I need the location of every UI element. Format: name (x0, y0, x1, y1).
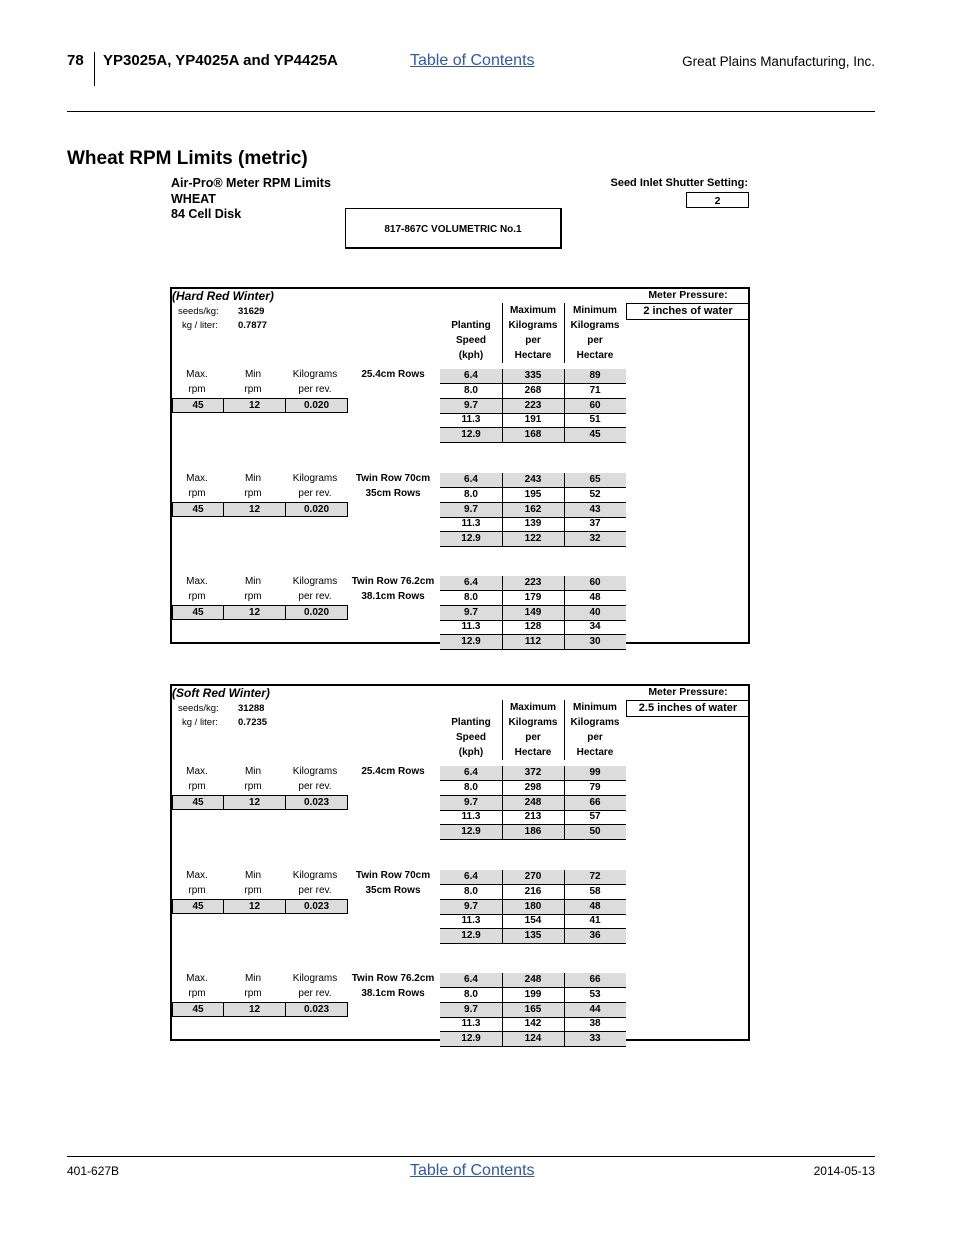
row-spacing-label: 35cm Rows (365, 488, 421, 499)
max-kg-header: Hectare (514, 350, 552, 361)
max-kg-cell: 179 (524, 591, 542, 603)
planting-speed-cell: 9.7 (440, 900, 502, 914)
planting-speed-cell: 8.0 (464, 885, 478, 897)
planting-speed-cell: 8.0 (464, 384, 478, 396)
row-spacing-label: 38.1cm Rows (361, 591, 425, 602)
min-kg-cell: 41 (589, 915, 601, 927)
max-rpm-header: rpm (188, 781, 206, 792)
max-kg-cell: 243 (502, 473, 564, 487)
planting-speed-cell: 6.4 (440, 870, 502, 884)
min-kg-header: Kilograms (570, 717, 620, 728)
planting-speed-cell: 6.4 (440, 576, 502, 590)
kg-rev-header: Kilograms (292, 766, 338, 777)
min-kg-cell: 65 (564, 473, 626, 487)
min-kg-cell: 66 (564, 973, 626, 987)
planting-speed-cell: 11.3 (461, 811, 481, 823)
max-kg-header: Kilograms (508, 717, 558, 728)
max-kg-header: Hectare (514, 747, 552, 758)
max-kg-cell: 122 (502, 532, 564, 546)
row-spacing-label: 25.4cm Rows (361, 766, 425, 777)
kg-rev-header: Kilograms (292, 973, 338, 984)
max-rpm-value: 45 (172, 502, 224, 517)
toc-link-top[interactable]: Table of Contents (410, 52, 535, 69)
max-rpm-header: Max. (186, 973, 208, 984)
footer-date: 2014-05-13 (813, 1164, 875, 1178)
min-kg-cell: 71 (589, 384, 601, 396)
pressure-value: 2.5 inches of water (626, 700, 750, 717)
row-rule (440, 546, 626, 547)
planting-speed-cell: 9.7 (440, 503, 502, 517)
pressure-value: 2 inches of water (626, 303, 750, 320)
col-divider (564, 576, 565, 650)
min-rpm-header: Min (244, 870, 262, 881)
planting-speed-cell: 12.9 (440, 929, 502, 943)
seeds-value: 31629 (238, 306, 265, 317)
max-kg-cell: 268 (524, 384, 542, 396)
max-rpm-value: 45 (172, 398, 224, 413)
col-divider (502, 369, 503, 443)
max-kg-cell: 191 (524, 414, 542, 426)
min-rpm-header: Min (244, 473, 262, 484)
max-kg-cell: 139 (524, 518, 542, 530)
model-title: YP3025A, YP4025A and YP4425A (103, 52, 338, 69)
min-kg-cell: 53 (589, 988, 601, 1000)
kg-rev-header: Kilograms (292, 870, 338, 881)
planting-speed-header: Speed (455, 335, 486, 346)
min-kg-cell: 99 (564, 766, 626, 780)
max-rpm-header: rpm (188, 384, 206, 395)
max-rpm-header: Max. (186, 576, 208, 587)
min-kg-cell: 36 (564, 929, 626, 943)
max-rpm-header: Max. (186, 870, 208, 881)
kg-rev-value: 0.020 (285, 502, 348, 517)
min-kg-header: per (587, 732, 603, 743)
min-kg-cell: 52 (589, 488, 601, 500)
max-kg-cell: 124 (502, 1032, 564, 1046)
max-kg-header: per (525, 732, 541, 743)
row-rule (440, 943, 626, 944)
min-kg-cell: 79 (589, 781, 601, 793)
max-rpm-header: rpm (188, 488, 206, 499)
max-kg-cell: 298 (524, 781, 542, 793)
planting-speed-cell: 11.3 (461, 1018, 481, 1030)
max-kg-cell: 162 (502, 503, 564, 517)
min-rpm-header: rpm (244, 384, 262, 395)
kg-rev-header: per rev. (298, 488, 332, 499)
col-divider (564, 303, 565, 363)
kg-rev-header: Kilograms (292, 576, 338, 587)
col-divider (502, 870, 503, 944)
min-kg-header: Kilograms (570, 320, 620, 331)
min-kg-cell: 40 (564, 606, 626, 620)
planting-speed-cell: 8.0 (464, 591, 478, 603)
max-rpm-value: 45 (172, 899, 224, 914)
min-kg-cell: 60 (564, 576, 626, 590)
planting-speed-cell: 8.0 (464, 488, 478, 500)
max-rpm-header: Max. (186, 766, 208, 777)
kg-rev-header: Kilograms (292, 473, 338, 484)
col-divider (564, 700, 565, 760)
meter-line-2: WHEAT (171, 192, 216, 206)
min-kg-cell: 89 (564, 369, 626, 383)
min-rpm-value: 12 (223, 398, 286, 413)
max-kg-cell: 372 (502, 766, 564, 780)
kg-rev-header: per rev. (298, 384, 332, 395)
max-kg-cell: 199 (524, 988, 542, 1000)
planting-speed-cell: 9.7 (440, 399, 502, 413)
planting-speed-cell: 11.3 (461, 414, 481, 426)
planting-speed-cell: 12.9 (440, 428, 502, 442)
row-spacing-label: Twin Row 70cm (355, 870, 431, 881)
min-rpm-value: 12 (223, 605, 286, 620)
max-kg-cell: 195 (524, 488, 542, 500)
max-kg-header: Maximum (509, 305, 557, 316)
row-rule (440, 442, 626, 443)
row-spacing-label: 25.4cm Rows (361, 369, 425, 380)
planting-speed-cell: 11.3 (461, 518, 481, 530)
max-rpm-header: rpm (188, 885, 206, 896)
min-kg-cell: 57 (589, 811, 601, 823)
shutter-value: 2 (686, 192, 749, 208)
toc-link-bottom[interactable]: Table of Contents (410, 1162, 535, 1179)
min-kg-cell: 43 (564, 503, 626, 517)
kg-rev-header: Kilograms (292, 369, 338, 380)
max-kg-cell: 223 (502, 576, 564, 590)
planting-speed-header: (kph) (458, 747, 484, 758)
planting-speed-cell: 12.9 (440, 1032, 502, 1046)
col-divider (502, 766, 503, 840)
max-kg-header: per (525, 335, 541, 346)
max-rpm-value: 45 (172, 605, 224, 620)
planting-speed-cell: 6.4 (440, 766, 502, 780)
max-kg-cell: 335 (502, 369, 564, 383)
header-divider (94, 52, 95, 86)
col-divider (502, 303, 503, 363)
min-kg-cell: 30 (564, 635, 626, 649)
min-kg-header: Minimum (573, 702, 617, 713)
planting-speed-cell: 6.4 (440, 369, 502, 383)
col-divider (564, 973, 565, 1047)
hard-red-winter-panel (170, 287, 750, 648)
page-title: Wheat RPM Limits (metric) (67, 148, 308, 169)
max-rpm-value: 45 (172, 795, 224, 810)
page-number: 78 (67, 52, 84, 69)
col-divider (502, 700, 503, 760)
seeds-label: seeds/kg: (178, 703, 219, 714)
row-rule (440, 649, 626, 650)
max-kg-cell: 248 (502, 973, 564, 987)
soft-red-winter-panel (170, 684, 750, 1045)
pressure-label: Meter Pressure: (648, 289, 728, 301)
min-kg-cell: 51 (589, 414, 601, 426)
row-rule (440, 839, 626, 840)
planting-speed-cell: 6.4 (440, 973, 502, 987)
min-rpm-header: rpm (244, 988, 262, 999)
max-kg-cell: 135 (502, 929, 564, 943)
min-kg-cell: 32 (564, 532, 626, 546)
col-divider (502, 576, 503, 650)
meter-line-3: 84 Cell Disk (171, 207, 242, 221)
planting-speed-cell: 8.0 (464, 781, 478, 793)
min-kg-header: per (587, 335, 603, 346)
planting-speed-cell: 6.4 (440, 473, 502, 487)
planting-speed-cell: 9.7 (440, 606, 502, 620)
kg-liter-label: kg / liter: (182, 717, 218, 728)
max-rpm-header: Max. (186, 369, 208, 380)
max-kg-cell: 128 (524, 621, 542, 633)
kg-liter-label: kg / liter: (182, 320, 218, 331)
min-rpm-header: Min (244, 576, 262, 587)
min-kg-cell: 48 (589, 591, 601, 603)
col-divider (564, 870, 565, 944)
col-divider (502, 473, 503, 547)
seeds-label: seeds/kg: (178, 306, 219, 317)
meter-line-1: Air-Pro® Meter RPM Limits (171, 176, 331, 190)
min-rpm-header: Min (244, 369, 262, 380)
planting-speed-header: Speed (455, 732, 486, 743)
kg-rev-header: per rev. (298, 781, 332, 792)
min-kg-cell: 37 (589, 518, 601, 530)
row-spacing-label: Twin Row 76.2cm (351, 973, 435, 984)
max-kg-cell: 112 (502, 635, 564, 649)
planting-speed-cell: 9.7 (440, 1003, 502, 1017)
planting-speed-cell: 12.9 (440, 635, 502, 649)
kg-rev-value: 0.023 (285, 899, 348, 914)
variety-label: (Soft Red Winter) (172, 686, 270, 700)
planting-speed-cell: 11.3 (461, 621, 481, 633)
min-kg-cell: 45 (564, 428, 626, 442)
kg-rev-value: 0.020 (285, 605, 348, 620)
min-kg-cell: 34 (589, 621, 601, 633)
row-spacing-label: 38.1cm Rows (361, 988, 425, 999)
planting-speed-cell: 11.3 (461, 915, 481, 927)
min-rpm-header: rpm (244, 781, 262, 792)
variety-label: (Hard Red Winter) (172, 289, 274, 303)
kg-liter-value: 0.7235 (238, 717, 268, 728)
kg-rev-value: 0.020 (285, 398, 348, 413)
min-kg-cell: 48 (564, 900, 626, 914)
min-kg-cell: 72 (564, 870, 626, 884)
min-kg-cell: 50 (564, 825, 626, 839)
col-divider (564, 766, 565, 840)
max-kg-cell: 223 (502, 399, 564, 413)
col-divider (564, 473, 565, 547)
row-spacing-label: Twin Row 76.2cm (351, 576, 435, 587)
min-kg-header: Minimum (573, 305, 617, 316)
min-rpm-value: 12 (223, 1002, 286, 1017)
min-kg-cell: 38 (589, 1018, 601, 1030)
min-kg-cell: 60 (564, 399, 626, 413)
kg-liter-value: 0.7877 (238, 320, 268, 331)
footer-rule (67, 1156, 875, 1157)
row-spacing-label: 35cm Rows (365, 885, 421, 896)
max-kg-header: Maximum (509, 702, 557, 713)
planting-speed-header: Planting (451, 717, 491, 728)
max-kg-cell: 270 (502, 870, 564, 884)
doc-number: 401-627B (67, 1164, 120, 1178)
pressure-label: Meter Pressure: (648, 686, 728, 698)
min-rpm-value: 12 (223, 502, 286, 517)
shutter-label: Seed Inlet Shutter Setting: (610, 177, 748, 189)
max-kg-cell: 165 (502, 1003, 564, 1017)
planting-speed-cell: 12.9 (440, 532, 502, 546)
max-kg-cell: 180 (502, 900, 564, 914)
min-kg-cell: 33 (564, 1032, 626, 1046)
planting-speed-header: Planting (451, 320, 491, 331)
col-divider (502, 973, 503, 1047)
min-kg-header: Hectare (576, 747, 614, 758)
max-kg-cell: 149 (502, 606, 564, 620)
col-divider (564, 369, 565, 443)
seeds-value: 31288 (238, 703, 265, 714)
kg-rev-value: 0.023 (285, 1002, 348, 1017)
min-rpm-header: Min (244, 973, 262, 984)
max-rpm-header: rpm (188, 988, 206, 999)
kg-rev-header: per rev. (298, 885, 332, 896)
max-kg-cell: 213 (524, 811, 542, 823)
max-kg-cell: 142 (524, 1018, 542, 1030)
row-spacing-label: Twin Row 70cm (355, 473, 431, 484)
meter-type-box: 817-867C VOLUMETRIC No.1 (345, 208, 562, 249)
min-rpm-header: Min (244, 766, 262, 777)
planting-speed-cell: 12.9 (440, 825, 502, 839)
min-kg-cell: 44 (564, 1003, 626, 1017)
kg-rev-header: per rev. (298, 591, 332, 602)
min-rpm-header: rpm (244, 885, 262, 896)
min-rpm-header: rpm (244, 488, 262, 499)
max-rpm-value: 45 (172, 1002, 224, 1017)
kg-rev-header: per rev. (298, 988, 332, 999)
max-kg-cell: 168 (502, 428, 564, 442)
planting-speed-header: (kph) (458, 350, 484, 361)
figure-stamp: · · · · (716, 1039, 729, 1045)
max-rpm-header: Max. (186, 473, 208, 484)
min-rpm-value: 12 (223, 899, 286, 914)
min-kg-cell: 58 (589, 885, 601, 897)
min-kg-header: Hectare (576, 350, 614, 361)
max-kg-cell: 248 (502, 796, 564, 810)
max-kg-header: Kilograms (508, 320, 558, 331)
max-kg-cell: 154 (524, 915, 542, 927)
max-kg-cell: 216 (524, 885, 542, 897)
min-rpm-header: rpm (244, 591, 262, 602)
header-rule (67, 111, 875, 112)
min-kg-cell: 66 (564, 796, 626, 810)
planting-speed-cell: 9.7 (440, 796, 502, 810)
row-rule (440, 1046, 626, 1047)
planting-speed-cell: 8.0 (464, 988, 478, 1000)
max-rpm-header: rpm (188, 591, 206, 602)
kg-rev-value: 0.023 (285, 795, 348, 810)
max-kg-cell: 186 (502, 825, 564, 839)
min-rpm-value: 12 (223, 795, 286, 810)
company-name: Great Plains Manufacturing, Inc. (682, 54, 875, 69)
